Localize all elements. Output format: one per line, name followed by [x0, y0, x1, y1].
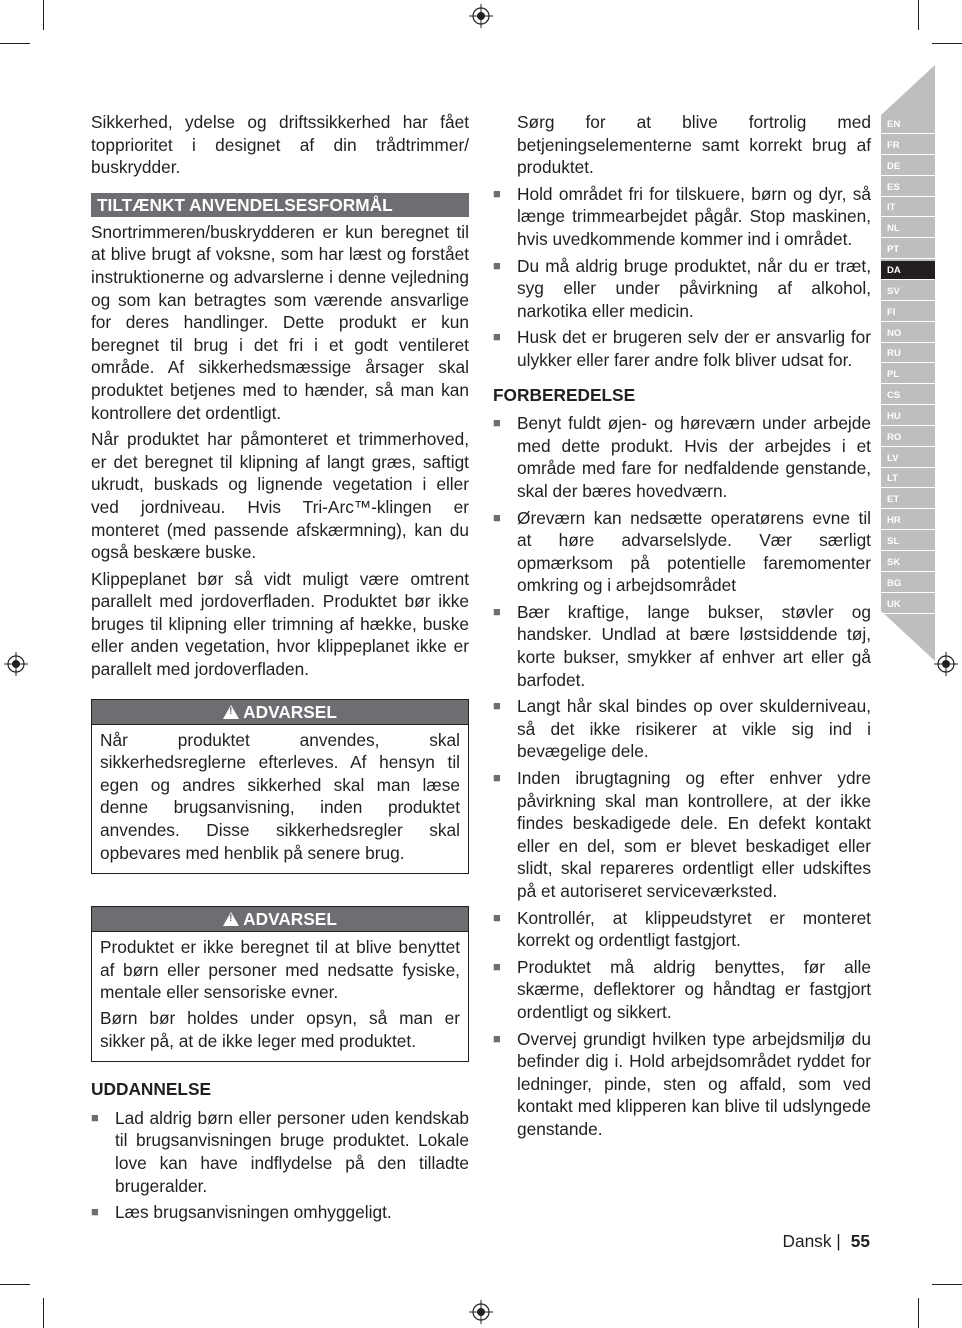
language-hu: HU	[881, 407, 935, 426]
paragraph: Når produktet har påmonteret et trimmerhoved, er det beregnet til klipning af langt græs, saftigt ukrudt, buskads og lignende vegetation i eller ved jordniveau. Hvis Tri-Arc™-klingen er monteret (med passende afskærmning), kan du også beskære buske.	[91, 429, 469, 563]
page-footer	[782, 1231, 870, 1252]
language-uk: UK	[881, 595, 935, 614]
language-pl: PL	[881, 365, 935, 384]
list-item: ■ Hold området fri for tilskuere, børn og dyr, så længe trimmearbejdet pågår. Stop maskinen, hvis uvedkommende kommer ind i området.	[493, 183, 871, 249]
intro-paragraph: Sikkerhed, ydelse og driftssikkerhed har fået topprioritet i designet af din trådtrimmer/ buskrydder.	[91, 112, 469, 178]
bullet-square-icon: ■	[493, 603, 501, 619]
registration-mark-icon	[4, 652, 28, 676]
list-item: ■ Langt hår skal bindes op over skulderniveau, så det ikke risikerer at vikle sig ind i bevægelige dele.	[493, 696, 871, 762]
section-heading-training: UDDANNELSE	[91, 1079, 212, 1100]
warning-text: Når produktet anvendes, skal sikkerhedsreglerne efterleves. Af hensyn til egen og andres sikkerhed skal man læse denne brugsanvisning, inden produktet anvendes. Disse sikkerhedsregler skal opbevares med henblik på senere brug.	[100, 729, 460, 863]
language-cs: CS	[881, 386, 935, 405]
crop-mark	[43, 1298, 44, 1328]
bullet-square-icon: ■	[493, 509, 501, 525]
bullet-list	[91, 1107, 469, 1224]
language-hr: HR	[881, 511, 935, 530]
continued-text: Sørg for at blive fortrolig med betjeningselementerne samt korrekt brug af produktet.	[517, 112, 871, 178]
crop-mark	[932, 1284, 962, 1285]
language-nl: NL	[881, 219, 935, 238]
language-en: EN	[881, 115, 935, 134]
language-ru: RU	[881, 344, 935, 363]
language-sl: SL	[881, 532, 935, 551]
list-item: ■ Overvej grundigt hvilken type arbejdsmiljø du befinder dig i. Hold arbejdsområdet ryddet for ledninger, pinde, sten og affald, som ved kontakt med klipperen kan blive til udslyngede genstande.	[493, 1028, 871, 1139]
list-item: ■ Produktet må aldrig benyttes, før alle skærme, deflektorer og håndtag er fastgjort ordentligt og sikkert.	[493, 956, 871, 1022]
bullet-square-icon: ■	[91, 1204, 99, 1220]
language-da: DA	[881, 261, 935, 280]
warning-header	[92, 700, 468, 725]
list-item: ■ Kontrollér, at klippeudstyret er monteret korrekt og ordentligt fastgjort.	[493, 907, 871, 951]
bullet-square-icon: ■	[493, 909, 501, 925]
list-item: ■ Bær kraftige, lange bukser, støvler og handsker. Undlad at bære løstsiddende tøj, korte bukser, smykker af enhver art eller gå barfodet.	[493, 601, 871, 690]
language-it: IT	[881, 198, 935, 217]
list-item: ■ Benyt fuldt øjen- og høreværn under arbejde med dette produkt. Hvis der arbejdes i et område med fare for nedfaldende genstande, skal der bæres hovedværn.	[493, 413, 871, 501]
paragraph: Klippeplanet bør så vidt muligt være omtrent parallelt med jordoverfladen. Produktet bør ikke bruges til klipning eller trimning af hække, buske eller anden vegetation, hvor klippeplanet ikke er parallelt med jordoverfladen.	[91, 568, 469, 680]
list-item: ■ Lad aldrig børn eller personer uden kendskab til brugsanvisningen bruge produktet. Lokale love kan have indflydelse på den tilladte brugeralder.	[91, 1107, 469, 1196]
list-item: ■ Øreværn kan nedsætte operatørens evne til at høre advarselslyde. Vær særligt opmærksom på potentielle faremomenter omkring og i arbejdsområdet	[493, 507, 871, 596]
warning-title: ADVARSEL	[243, 909, 337, 930]
bullet-square-icon: ■	[493, 1030, 501, 1046]
crop-mark	[0, 1284, 30, 1285]
bullet-square-icon: ■	[493, 415, 501, 431]
bullet-list	[493, 412, 871, 1140]
bullet-square-icon: ■	[493, 698, 501, 714]
bullet-square-icon: ■	[91, 1109, 99, 1125]
list-item: ■ Husk det er brugeren selv der er ansvarlig for ulykker eller farer andre folk bliver udsat for.	[493, 327, 871, 370]
warning-icon	[223, 705, 239, 719]
warning-text: Børn bør holdes under opsyn, så man er sikker på, at de ikke leger med produktet.	[100, 1008, 460, 1051]
crop-mark	[932, 43, 962, 44]
crop-mark	[918, 1298, 919, 1328]
language-sv: SV	[881, 282, 935, 301]
list-item: ■ Læs brugsanvisningen omhyggeligt.	[91, 1202, 392, 1223]
warning-box	[91, 906, 469, 1062]
registration-mark-icon	[469, 4, 493, 28]
crop-mark	[43, 0, 44, 30]
language-bg: BG	[881, 574, 935, 593]
warning-header	[92, 907, 468, 932]
left-column	[91, 111, 469, 1228]
language-lt: LT	[881, 469, 935, 488]
paragraph: Snortrimmeren/buskrydderen er kun beregnet til at blive brugt af voksne, som har læst og forstået instruktionerne og advarslerne i denne vejledning og som kan betragtes som værende ansvarlige for deres handlinger. Dette produkt er kun beregnet til brug i det fri i et godt ventileret område. Af sikkerhedsmæssige årsager skal produktet betjenes med to hænder, så man kan kontrollere det ordentligt.	[91, 221, 469, 423]
registration-mark-icon	[934, 652, 958, 676]
warning-icon	[223, 912, 239, 926]
section-heading-preparation: FORBEREDELSE	[493, 384, 636, 405]
language-no: NO	[881, 324, 935, 343]
crop-mark	[0, 43, 30, 44]
bullet-list	[493, 183, 871, 372]
bullet-square-icon: ■	[493, 257, 501, 273]
language-fr: FR	[881, 136, 935, 155]
right-column	[493, 111, 871, 1145]
section-heading-intended-use: TILTÆNKT ANVENDELSESFORMÅL	[91, 193, 469, 217]
language-fi: FI	[881, 303, 935, 322]
warning-text: Produktet er ikke beregnet til at blive benyttet af børn eller personer med nedsatte fysiske, mentale eller sensoriske evner.	[100, 937, 460, 1003]
list-item: ■ Inden ibrugtagning og efter enhver ydre påvirkning skal man kontrollere, at der ikke findes beskadigede dele. En defekt kontakt eller en del, som er blevet beskadiget eller slidt, skal repareres ordentligt eller udskiftes på et autoriseret serviceværksted.	[493, 768, 871, 901]
bullet-square-icon: ■	[493, 958, 501, 974]
language-de: DE	[881, 157, 935, 176]
footer-language: Dansk |	[782, 1231, 841, 1251]
language-pt: PT	[881, 240, 935, 259]
warning-title: ADVARSEL	[243, 701, 337, 722]
language-lv: LV	[881, 449, 935, 468]
language-ro: RO	[881, 428, 935, 447]
registration-mark-icon	[469, 1300, 493, 1324]
crop-mark	[918, 0, 919, 30]
list-item: ■ Du må aldrig bruge produktet, når du er træt, syg eller under påvirkning af alkohol, narkotika eller medicin.	[493, 255, 871, 321]
page-number: 55	[850, 1231, 870, 1251]
warning-body	[92, 725, 468, 874]
language-sk: SK	[881, 553, 935, 572]
warning-body	[92, 932, 468, 1061]
bullet-square-icon: ■	[493, 329, 501, 345]
language-et: ET	[881, 490, 935, 509]
bullet-square-icon: ■	[493, 185, 501, 201]
warning-box	[91, 699, 469, 875]
bullet-square-icon: ■	[493, 770, 501, 786]
language-es: ES	[881, 178, 935, 197]
